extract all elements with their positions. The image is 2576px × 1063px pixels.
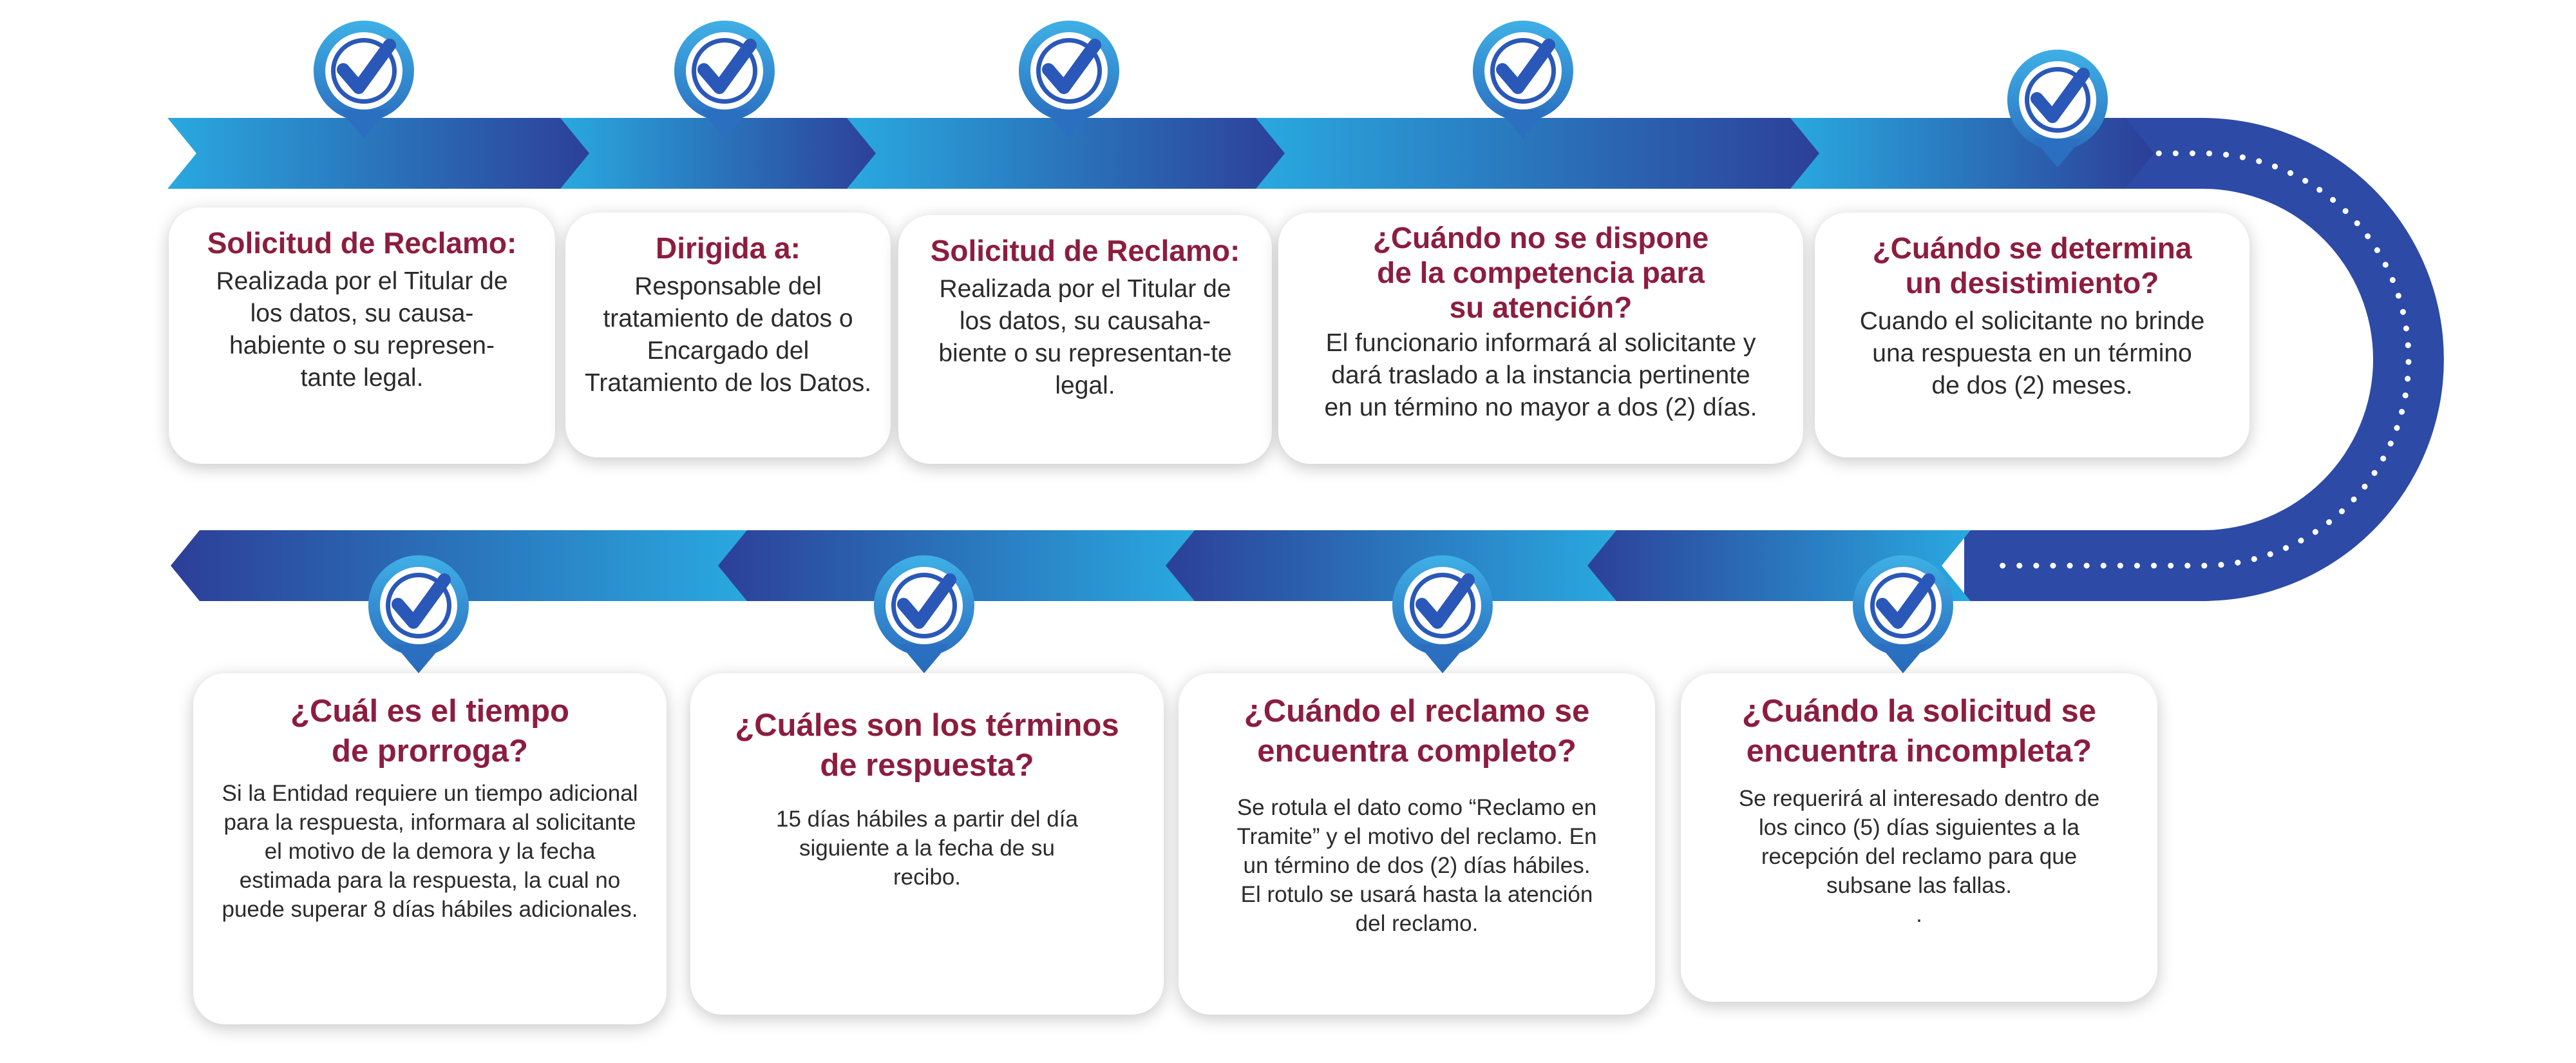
step-text: Se requerirá al interesado dentro de los cinco (5) días siguientes a la recepción del reclamo para que subsane las fallas.: [1738, 786, 2100, 898]
top-chevron-1: [167, 118, 596, 189]
check-circle-icon: [1853, 555, 1953, 673]
step-card-solicitud-2: [898, 215, 1272, 464]
step-title: ¿Cuáles son los términos de respuesta?: [735, 708, 1119, 783]
step-card-terminos: [690, 673, 1164, 1015]
check-circle-icon: [874, 555, 974, 673]
step-card-competencia: [1278, 213, 1803, 464]
step-text: El funcionario informará al solicitante y dará traslado a la instancia pertinente en un término no mayor a dos (2) días.: [1324, 329, 1757, 421]
step-title: Solicitud de Reclamo:: [930, 234, 1240, 267]
bottom-chevron-2: [1159, 530, 1616, 601]
step-title: Solicitud de Reclamo:: [207, 226, 517, 260]
step-card-incompleta: [1681, 673, 2157, 1002]
step-card-prorroga: [193, 673, 667, 1024]
step-title: ¿Cuándo no se dispone de la competencia para su atención?: [1372, 221, 1709, 324]
step-card-dirigida: [565, 213, 891, 457]
trailing-mark: .: [1916, 902, 1922, 927]
step-title: ¿Cuándo la solicitud se encuentra incompleta?: [1742, 694, 2096, 769]
step-text: Se rotula el dato como “Reclamo en Tramite” y el motivo del reclamo. En un término de dos (2) días hábiles. El rotulo se usará hasta la atención del reclamo.: [1236, 795, 1597, 936]
check-circle-icon: [368, 555, 469, 673]
step-title: ¿Cuándo se determina un desistimiento?: [1872, 231, 2192, 300]
step-title: ¿Cuál es el tiempo de prorroga?: [290, 694, 569, 769]
top-chevron-5: [1790, 118, 2154, 189]
top-chevron-4: [1256, 118, 1826, 189]
step-text: Responsable del tratamiento de datos o Encargado del Tratamiento de los Datos.: [584, 273, 872, 397]
step-text: Realizada por el Titular de los datos, su causaha-biente o su representan-te legal.: [938, 275, 1232, 399]
step-text: Realizada por el Titular de los datos, su causa-habiente o su represen-tante legal.: [216, 267, 508, 392]
step-title: Dirigida a:: [656, 231, 800, 265]
step-card-completo: [1179, 673, 1655, 1015]
step-text: 15 días hábiles a partir del día siguiente a la fecha de su recibo.: [776, 807, 1078, 890]
step-text: Si la Entidad requiere un tiempo adicional para la respuesta, informara al solicitante el motivo de la demora y la fecha estimada para la respuesta, la cual no puede superar 8 días hábiles adicionales.: [222, 781, 638, 922]
step-card-solicitud-1: [169, 207, 555, 464]
step-text: Cuando el solicitante no brinde una respuesta en un término de dos (2) meses.: [1859, 307, 2205, 399]
top-arrow-band: [167, 118, 2154, 189]
step-card-desistimiento: [1815, 213, 2249, 457]
step-title: ¿Cuándo el reclamo se encuentra completo?: [1244, 694, 1590, 769]
check-circle-icon: [1392, 555, 1493, 673]
